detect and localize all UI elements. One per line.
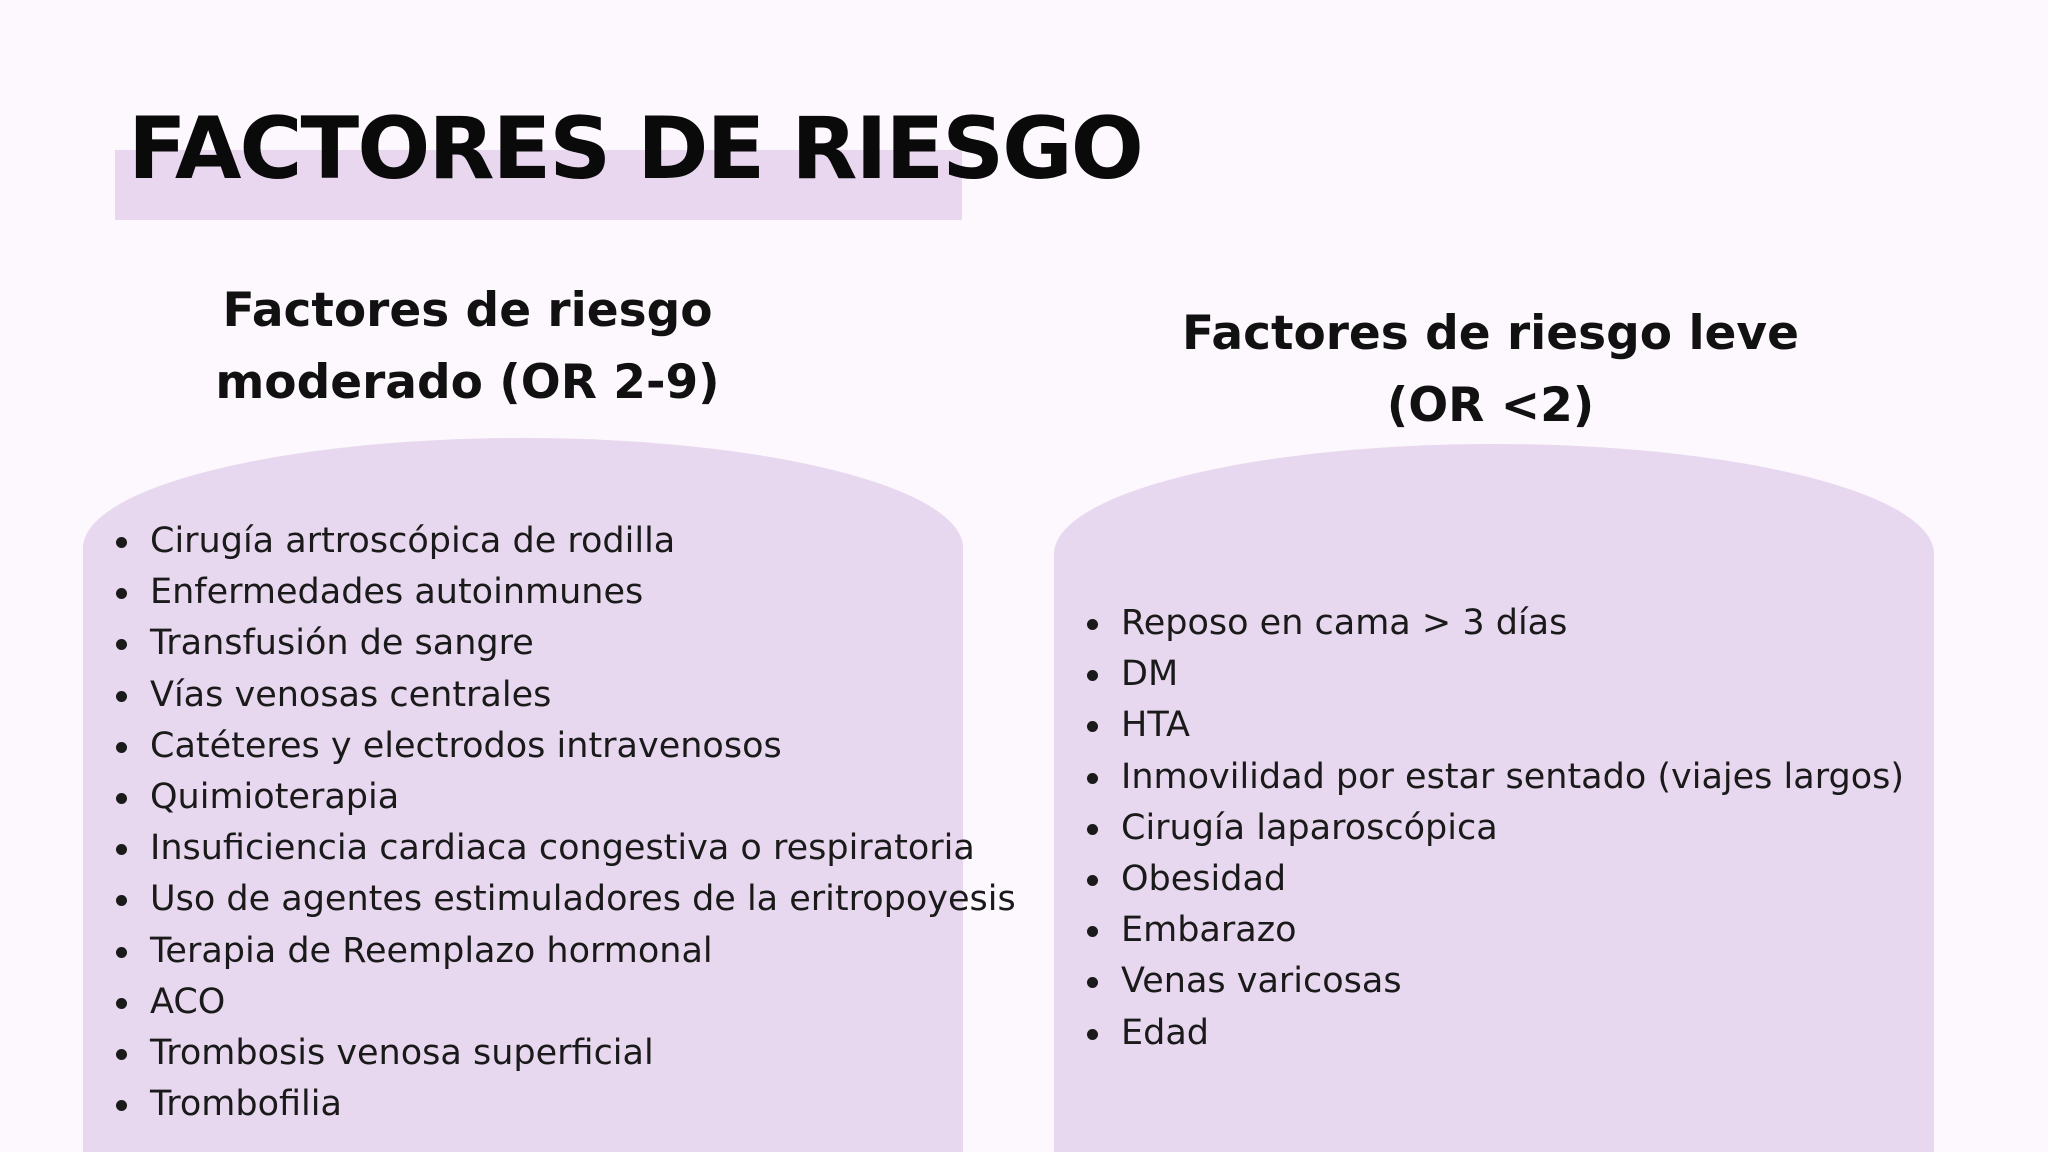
- list-item: Uso de agentes estimuladores de la eritropoyesis: [116, 874, 956, 925]
- list-item: Catéteres y electrodos intravenosos: [116, 721, 956, 772]
- list-item: Vías venosas centrales: [116, 670, 956, 721]
- list-item: Venas varicosas: [1087, 956, 1927, 1007]
- slide-title: FACTORES DE RIESGO: [128, 99, 1142, 199]
- list-item: HTA: [1087, 700, 1927, 751]
- moderate-risk-list: [116, 516, 1016, 1130]
- moderate-risk-heading: [160, 275, 775, 419]
- mild-risk-heading: [1103, 298, 1878, 442]
- list-item: Cirugía laparoscópica: [1087, 803, 1927, 854]
- list-item: Enfermedades autoinmunes: [116, 567, 956, 618]
- list-item: Trombofilia: [116, 1079, 956, 1130]
- mild-risk-heading-line2: (OR <2): [1386, 378, 1595, 433]
- list-item: Transfusión de sangre: [116, 618, 956, 669]
- list-item: Quimioterapia: [116, 772, 956, 823]
- list-item: Inmovilidad por estar sentado (viajes largos): [1087, 752, 1927, 803]
- list-item: Terapia de Reemplazo hormonal: [116, 926, 956, 977]
- mild-risk-list: [1087, 598, 1927, 1059]
- list-item: Insuficiencia cardiaca congestiva o respiratoria: [116, 823, 956, 874]
- list-item: DM: [1087, 649, 1927, 700]
- moderate-risk-heading-line2: moderado (OR 2-9): [215, 355, 720, 410]
- list-item: Obesidad: [1087, 854, 1927, 905]
- list-item: Embarazo: [1087, 905, 1927, 956]
- mild-risk-heading-line1: Factores de riesgo leve: [1182, 306, 1799, 361]
- list-item: Reposo en cama > 3 días: [1087, 598, 1927, 649]
- moderate-risk-heading-line1: Factores de riesgo: [222, 283, 713, 338]
- list-item: Trombosis venosa superficial: [116, 1028, 956, 1079]
- list-item: Edad: [1087, 1008, 1927, 1059]
- list-item: ACO: [116, 977, 956, 1028]
- list-item: Cirugía artroscópica de rodilla: [116, 516, 956, 567]
